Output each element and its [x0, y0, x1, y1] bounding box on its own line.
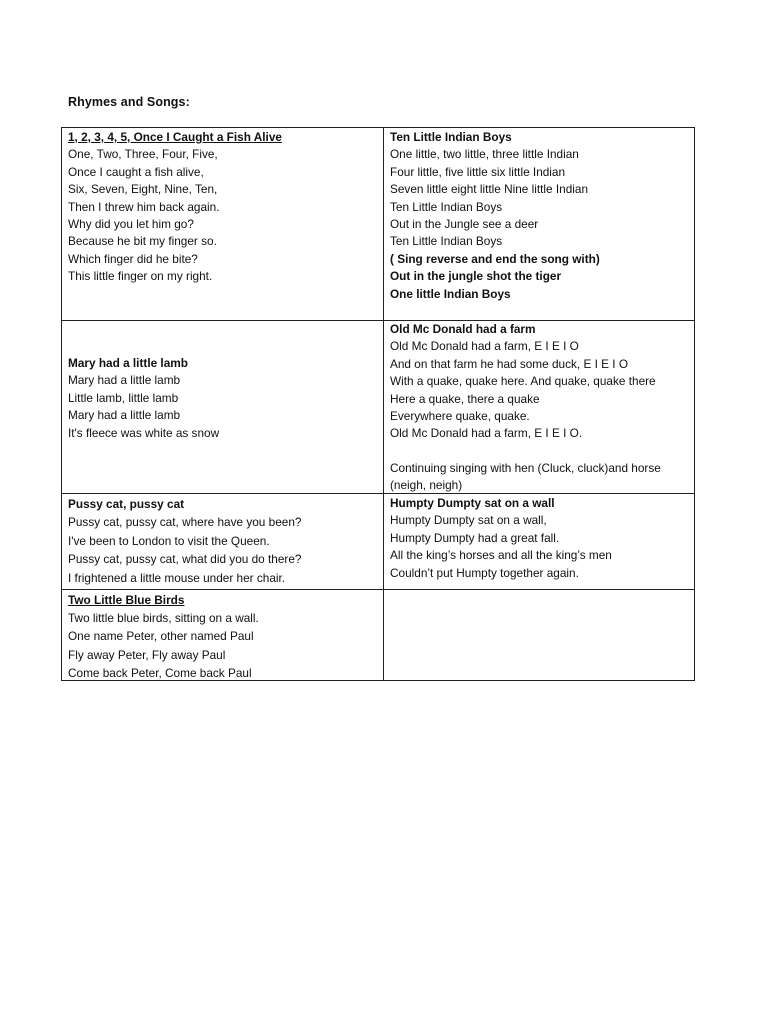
- blank-line: [390, 443, 688, 460]
- rhyme-line: Ten Little Indian Boys: [390, 234, 503, 249]
- table-row: [62, 494, 694, 590]
- rhyme-line: It's fleece was white as snow: [68, 425, 220, 440]
- rhyme-line: Old Mc Donald had a farm, E I E I O.: [390, 426, 583, 441]
- rhyme-line: And on that farm he had some duck, E I E I O: [390, 356, 629, 371]
- table-row: [62, 590, 694, 680]
- rhyme-instruction: ( Sing reverse and end the song with): [390, 251, 600, 266]
- rhyme-line: Humpty Dumpty had a great fall.: [390, 530, 560, 545]
- rhyme-line: Why did you let him go?: [68, 217, 194, 232]
- rhyme-line: All the king’s horses and all the king’s men: [390, 548, 612, 563]
- rhyme-title: Two Little Blue Birds: [68, 593, 185, 607]
- table-row: [62, 321, 694, 494]
- rhyme-line: Here a quake, there a quake: [390, 391, 540, 406]
- rhyme-title: Old Mc Donald had a farm: [390, 322, 536, 336]
- rhyme-line: One name Peter, other named Paul: [68, 629, 254, 644]
- rhyme-cell-ten-little-indian-boys: [384, 128, 694, 320]
- rhyme-line: Pussy cat, pussy cat, where have you been?: [68, 515, 302, 530]
- rhyme-cell-mary-had-a-little-lamb: [62, 321, 384, 493]
- rhyme-line: Seven little eight little Nine little Indian: [390, 182, 589, 197]
- rhyme-line: Which finger did he bite?: [68, 251, 198, 266]
- rhyme-line: Because he bit my finger so.: [68, 234, 217, 249]
- table-row: [62, 128, 694, 321]
- rhyme-title: 1, 2, 3, 4, 5, Once I Caught a Fish Alive: [68, 130, 282, 144]
- rhyme-line: Out in the Jungle see a deer: [390, 217, 539, 232]
- rhyme-cell-pussy-cat: [62, 494, 384, 589]
- rhyme-line: Pussy cat, pussy cat, what did you do there?: [68, 552, 302, 567]
- rhyme-line: Two little blue birds, sitting on a wall.: [68, 611, 259, 626]
- rhyme-instruction: One little Indian Boys: [390, 286, 511, 301]
- rhyme-line: Little lamb, little lamb: [68, 390, 179, 405]
- rhyme-line: With a quake, quake here. And quake, quake there: [390, 374, 656, 389]
- rhymes-table: [61, 127, 695, 681]
- rhyme-line: I frightened a little mouse under her chair.: [68, 570, 286, 585]
- rhyme-cell-fish-alive: [62, 128, 384, 320]
- rhyme-line: Once I caught a fish alive,: [68, 164, 204, 179]
- rhyme-line: Old Mc Donald had a farm, E I E I O: [390, 339, 579, 354]
- rhyme-line: Fly away Peter, Fly away Paul: [68, 647, 226, 662]
- rhyme-line: One, Two, Three, Four, Five,: [68, 147, 218, 162]
- rhyme-line: Mary had a little lamb: [68, 408, 181, 423]
- rhyme-line: One little, two little, three little Indian: [390, 147, 579, 162]
- empty-cell: [384, 590, 694, 680]
- rhyme-title: Ten Little Indian Boys: [390, 130, 512, 144]
- page-title: Rhymes and Songs:: [68, 95, 190, 109]
- rhyme-title: Pussy cat, pussy cat: [68, 497, 185, 511]
- rhyme-line: Couldn’t put Humpty together again.: [390, 565, 579, 580]
- rhyme-line: Six, Seven, Eight, Nine, Ten,: [68, 182, 218, 197]
- rhyme-line: Humpty Dumpty sat on a wall,: [390, 513, 547, 528]
- rhyme-line: I've been to London to visit the Queen.: [68, 533, 270, 548]
- rhyme-title: Humpty Dumpty sat on a wall: [390, 496, 555, 510]
- rhyme-line: Come back Peter, Come back Paul: [68, 665, 252, 680]
- rhyme-cell-two-little-blue-birds: [62, 590, 384, 680]
- rhyme-line: Ten Little Indian Boys: [390, 199, 503, 214]
- rhyme-instruction: Out in the jungle shot the tiger: [390, 269, 562, 284]
- rhyme-line: Mary had a little lamb: [68, 373, 181, 388]
- rhyme-line: Everywhere quake, quake.: [390, 409, 530, 424]
- rhyme-note: Continuing singing with hen (Cluck, cluck)and horse (neigh, neigh): [390, 460, 661, 493]
- rhyme-cell-humpty-dumpty: [384, 494, 694, 589]
- rhyme-line: Four little, five little six little Indian: [390, 164, 566, 179]
- rhyme-line: This little finger on my right.: [68, 269, 213, 284]
- rhyme-cell-old-mc-donald: [384, 321, 694, 493]
- rhyme-line: Then I threw him back again.: [68, 199, 220, 214]
- rhyme-title: Mary had a little lamb: [68, 356, 188, 370]
